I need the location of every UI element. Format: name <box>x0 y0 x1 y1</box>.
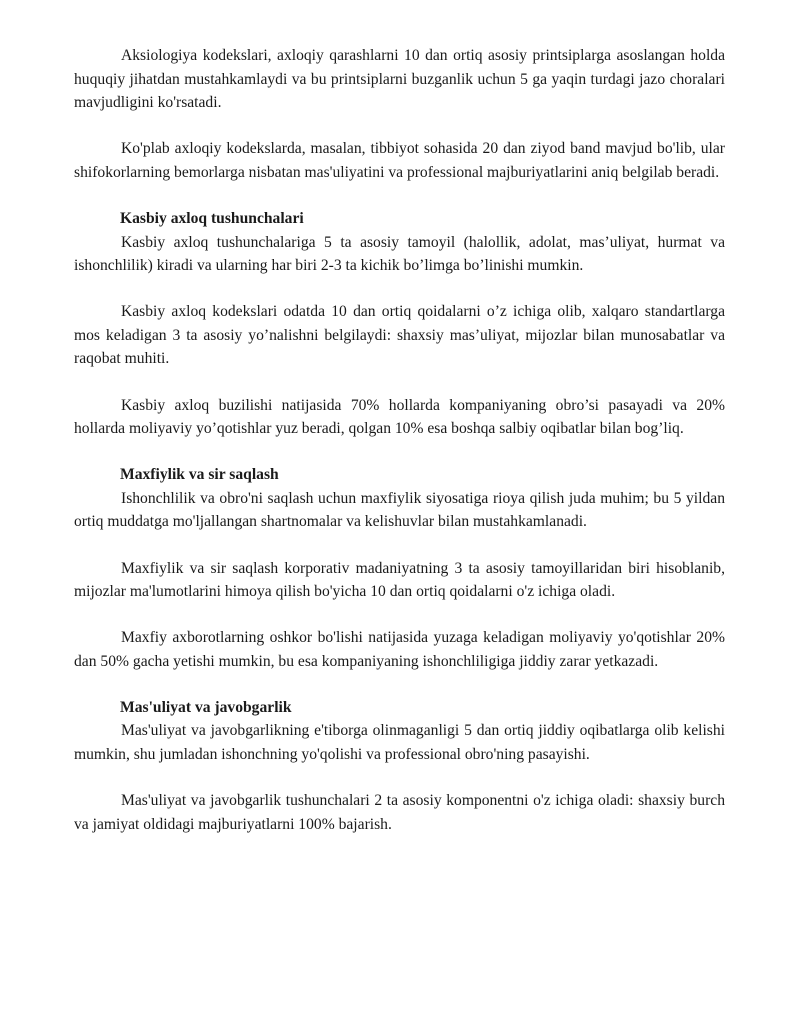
paragraph: Maxfiylik va sir saqlash korporativ madaniyatning 3 ta asosiy tamoyillaridan biri hisoblanib, mijozlar ma'lumotlarini himoya qilish bo'yicha 10 dan ortiq qoidalarni o'z ichiga oladi. <box>74 559 725 601</box>
paragraph: Kasbiy axloq kodekslari odatda 10 dan ortiq qoidalarni o’z ichiga olib, xalqaro standartlarga mos keladigan 3 ta asosiy yo’nalishni belgilaydi: shaxsiy mas’uliyat, mijozlar bilan munosabatlar va raqobat muhiti. <box>74 303 725 368</box>
paragraph: Kasbiy axloq tushunchalariga 5 ta asosiy tamoyil (halollik, adolat, mas’uliyat, hurmat va ishonchlilik) kiradi va ularning har biri 2-3 ta kichik bo’limga bo’linishi mumkin. <box>74 233 725 275</box>
paragraph: Aksiologiya kodekslari, axloqiy qarashlarni 10 dan ortiq asosiy printsiplarga asoslangan holda huquqiy jihatdan mustahkamlaydi va bu printsiplarni buzganlik uchun 5 ga yaqin turdagi jazo choralari mavjudligini ko'rsatadi. <box>74 47 725 112</box>
document-page <box>74 44 725 836</box>
section-heading: Mas'uliyat va javobgarlik <box>120 698 292 716</box>
paragraph: Ko'plab axloqiy kodekslarda, masalan, tibbiyot sohasida 20 dan ziyod band mavjud bo'lib, ular shifokorlarning bemorlarga nisbatan mas'uliyatini va professional majburiyatlarini aniq belgilab beradi. <box>74 140 725 181</box>
paragraph: Kasbiy axloq buzilishi natijasida 70% hollarda kompaniyaning obro’si pasayadi va 20% hollarda moliyaviy yo’qotishlar yuz beradi, qolgan 10% esa boshqa salbiy oqibatlar bilan bog’liq. <box>74 396 725 438</box>
section-heading: Kasbiy axloq tushunchalari <box>120 209 304 227</box>
paragraph: Maxfiy axborotlarning oshkor bo'lishi natijasida yuzaga keladigan moliyaviy yo'qotishlar 20% dan 50% gacha yetishi mumkin, bu esa kompaniyaning ishonchliligiga jiddiy zarar yetkazadi. <box>74 629 725 670</box>
paragraph: Mas'uliyat va javobgarlikning e'tiborga olinmaganligi 5 dan ortiq jiddiy oqibatlarga olib kelishi mumkin, shu jumladan ishonchning yo'qolishi va professional obro'ning pasayishi. <box>74 722 725 764</box>
section-heading: Maxfiylik va sir saqlash <box>120 466 279 484</box>
paragraph: Mas'uliyat va javobgarlik tushunchalari 2 ta asosiy komponentni o'z ichiga oladi: shaxsiy burch va jamiyat oldidagi majburiyatlarni 100% bajarish. <box>74 792 725 833</box>
paragraph: Ishonchlilik va obro'ni saqlash uchun maxfiylik siyosatiga rioya qilish juda muhim; bu 5 yildan ortiq muddatga mo'ljallangan shartnomalar va kelishuvlar bilan mustahkamlanadi. <box>74 489 725 531</box>
